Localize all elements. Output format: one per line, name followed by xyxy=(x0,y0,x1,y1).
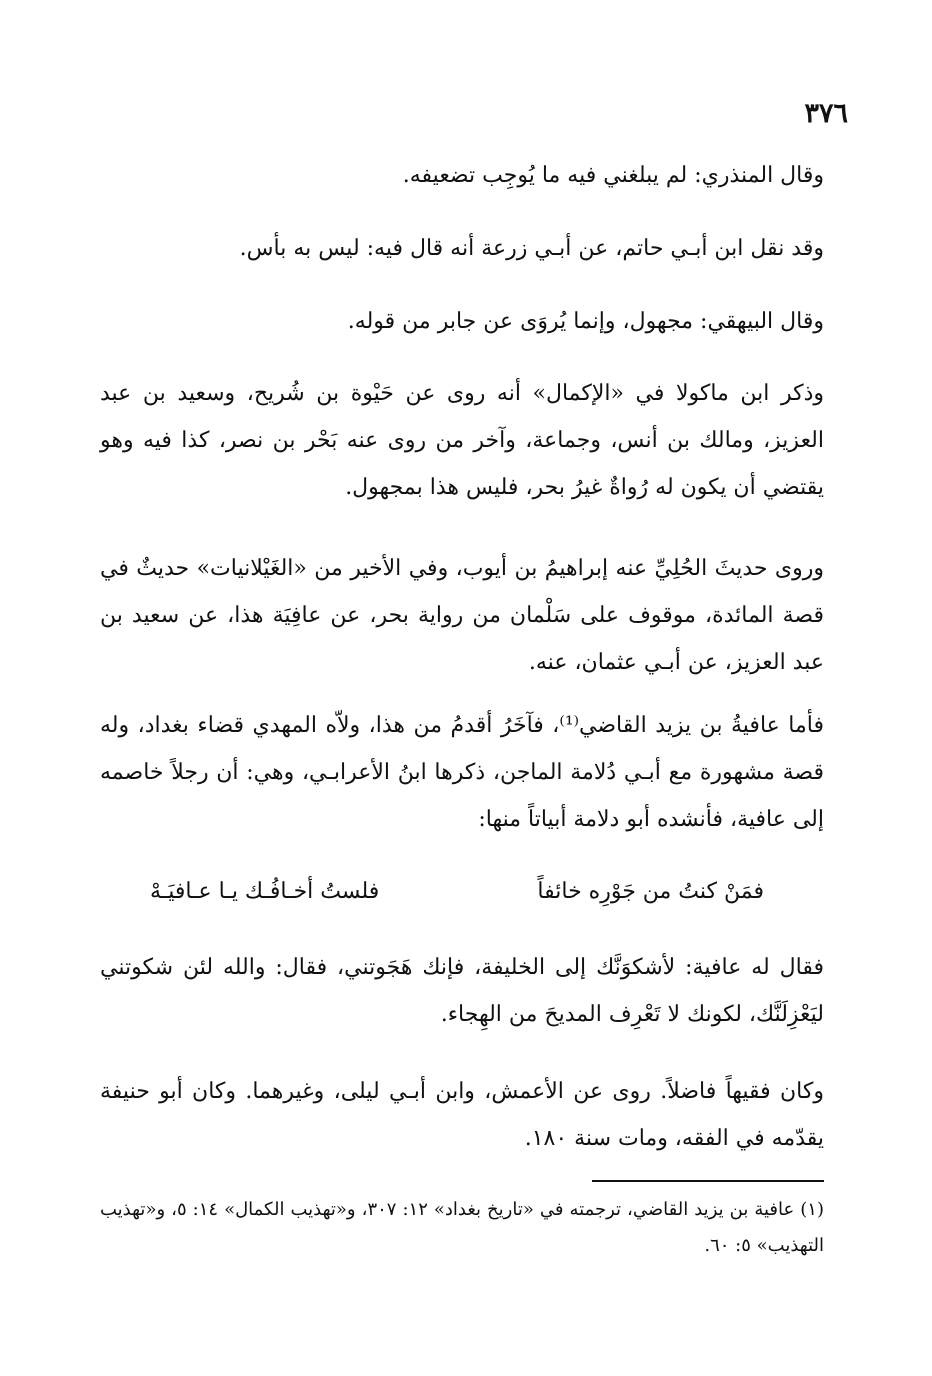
paragraph-ibn-abi-hatim: وقد نقل ابن أبـي حاتم، عن أبـي زرعة أنه قال فيه: ليس به بأس. xyxy=(239,236,824,261)
footnote-divider xyxy=(592,1180,824,1182)
paragraph-bayhaqi: وقال البيهقي: مجهول، وإنما يُروَى عن جابر من قوله. xyxy=(347,309,824,334)
verse-second-hemistich: فلستُ أخـافُـك يـا عـافيَـهْ xyxy=(150,879,380,904)
paragraph-hadith-huli: وروى حديثَ الحُلِيِّ عنه إبراهيمُ بن أيوب، وفي الأخير من «الغَيْلانيات» حديثٌ في قصة المائدة، موقوف على سَلْمان من رواية بحر، عن عافِيَة هذا، عن سعيد بن عبد العزيز، عن أبـي عثمان، عنه. xyxy=(100,556,824,675)
page-number: ٣٧٦ xyxy=(804,98,848,129)
poetry-verse xyxy=(150,868,764,915)
paragraph-mundhiri: وقال المنذري: لم يبلغني فيه ما يُوجِب تضعيفه. xyxy=(402,163,824,188)
paragraph-afiya-biography: وكان فقيهاً فاضلاً. روى عن الأعمش، وابن أبـي ليلى، وغيرهما. وكان أبو حنيفة يقدّمه في الفقه، ومات سنة ١٨٠. xyxy=(100,1079,824,1151)
footnote: (١) عافية بن يزيد القاضي، ترجمته في «تاريخ بغداد» ١٢: ٣٠٧، و«تهذيب الكمال» ١٤: ٥، و«تهذيب التهذيب» ٥: ٦٠. xyxy=(100,1199,824,1256)
paragraph-ibn-makula: وذكر ابن ماكولا في «الإكمال» أنه روى عن حَيْوة بن شُريح، وسعيد بن عبد العزيز، ومالك بن أنس، وجماعة، وآخر من روى عنه بَحْر بن نصر، كذا فيه وهو يقتضي أن يكون له رُواةٌ غيرُ بحر، فليس هذا بمجهول. xyxy=(100,381,825,500)
verse-first-hemistich: فمَنْ كنتُ من جَوْرِه خائفاً xyxy=(537,879,764,904)
paragraph-afiya-qadi: فأما عافيةُ بن يزيد القاضي⁽¹⁾، فآخَرُ أقدمُ من هذا، ولاّه المهدي قضاء بغداد، وله قصة مشهورة مع أبـي دُلامة الماجن، ذكرها ابنُ الأعرابـي، وهي: أن رجلاً خاصمه إلى عافية، فأنشده أبو دلامة أبياتاً منها: xyxy=(100,713,824,832)
paragraph-afiya-reply: فقال له عافية: لأشكوَنَّك إلى الخليفة، فإنك هَجَوتني، فقال: والله لئن شكوتني ليَعْزِلَنَّك، لكونك لا تَعْرِف المديحَ من الهِجاء. xyxy=(100,955,824,1027)
